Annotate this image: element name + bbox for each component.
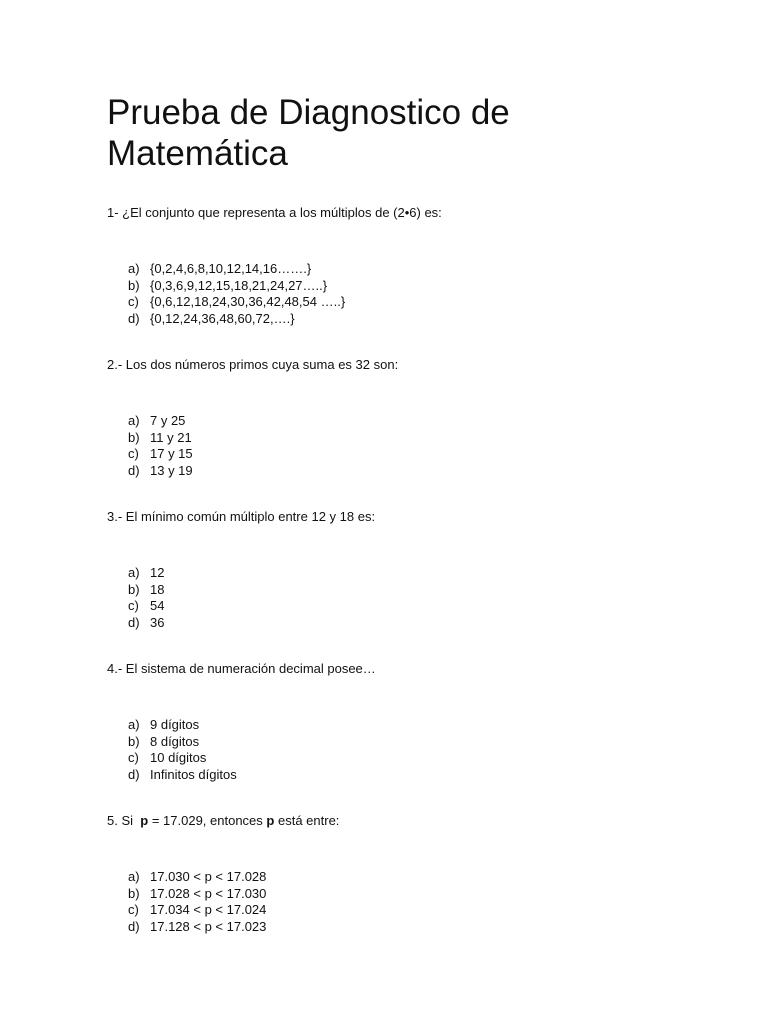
variable-p: p xyxy=(140,813,149,828)
option-3c: c) 54 xyxy=(128,598,165,613)
option-5c: c) 17.034 < p < 17.024 xyxy=(128,902,267,917)
option-1d: d) {0,12,24,36,48,60,72,….} xyxy=(128,310,295,326)
option-1a: a) {0,2,4,6,8,10,12,14,16…….} xyxy=(128,261,312,276)
options-list-5 xyxy=(107,869,707,935)
option-1b: b) {0,3,6,9,12,15,18,21,24,27…..} xyxy=(128,277,328,293)
options-list-1 xyxy=(107,261,707,327)
option-1c: c) {0,6,12,18,24,30,36,42,48,54 …..} xyxy=(128,294,346,309)
question-4: 4.- El sistema de numeración decimal posee… xyxy=(107,661,376,676)
option-2c: c) 17 y 15 xyxy=(128,446,193,461)
option-2b: b) 11 y 21 xyxy=(128,429,192,445)
question-1: 1- ¿El conjunto que representa a los múltiplos de (2•6) es: xyxy=(107,205,442,220)
option-4c: c) 10 dígitos xyxy=(128,750,207,765)
option-2d: d) 13 y 19 xyxy=(128,462,193,478)
option-4d: d) Infinitos dígitos xyxy=(128,766,237,782)
option-4b: b) 8 dígitos xyxy=(128,733,200,749)
variable-p: p xyxy=(266,813,275,828)
title-line-1: Prueba de Diagnostico de xyxy=(107,93,510,132)
question-2: 2.- Los dos números primos cuya suma es 32 son: xyxy=(107,357,399,372)
option-5d: d) 17.128 < p < 17.023 xyxy=(128,918,267,934)
option-3a: a) 12 xyxy=(128,565,165,580)
title-line-2: Matemática xyxy=(107,134,288,173)
option-3d: d) 36 xyxy=(128,614,165,630)
option-5b: b) 17.028 < p < 17.030 xyxy=(128,885,267,901)
options-list-4 xyxy=(107,717,707,783)
page-title xyxy=(107,92,707,174)
option-5a: a) 17.030 < p < 17.028 xyxy=(128,869,267,884)
option-4a: a) 9 dígitos xyxy=(128,717,200,732)
options-list-2 xyxy=(107,413,707,479)
options-list-3 xyxy=(107,565,707,631)
question-5: 5. Si p = 17.029, entonces p está entre: xyxy=(107,813,340,828)
option-2a: a) 7 y 25 xyxy=(128,413,186,428)
option-3b: b) 18 xyxy=(128,581,165,597)
question-3: 3.- El mínimo común múltiplo entre 12 y 18 es: xyxy=(107,509,376,524)
document-page xyxy=(107,92,707,935)
